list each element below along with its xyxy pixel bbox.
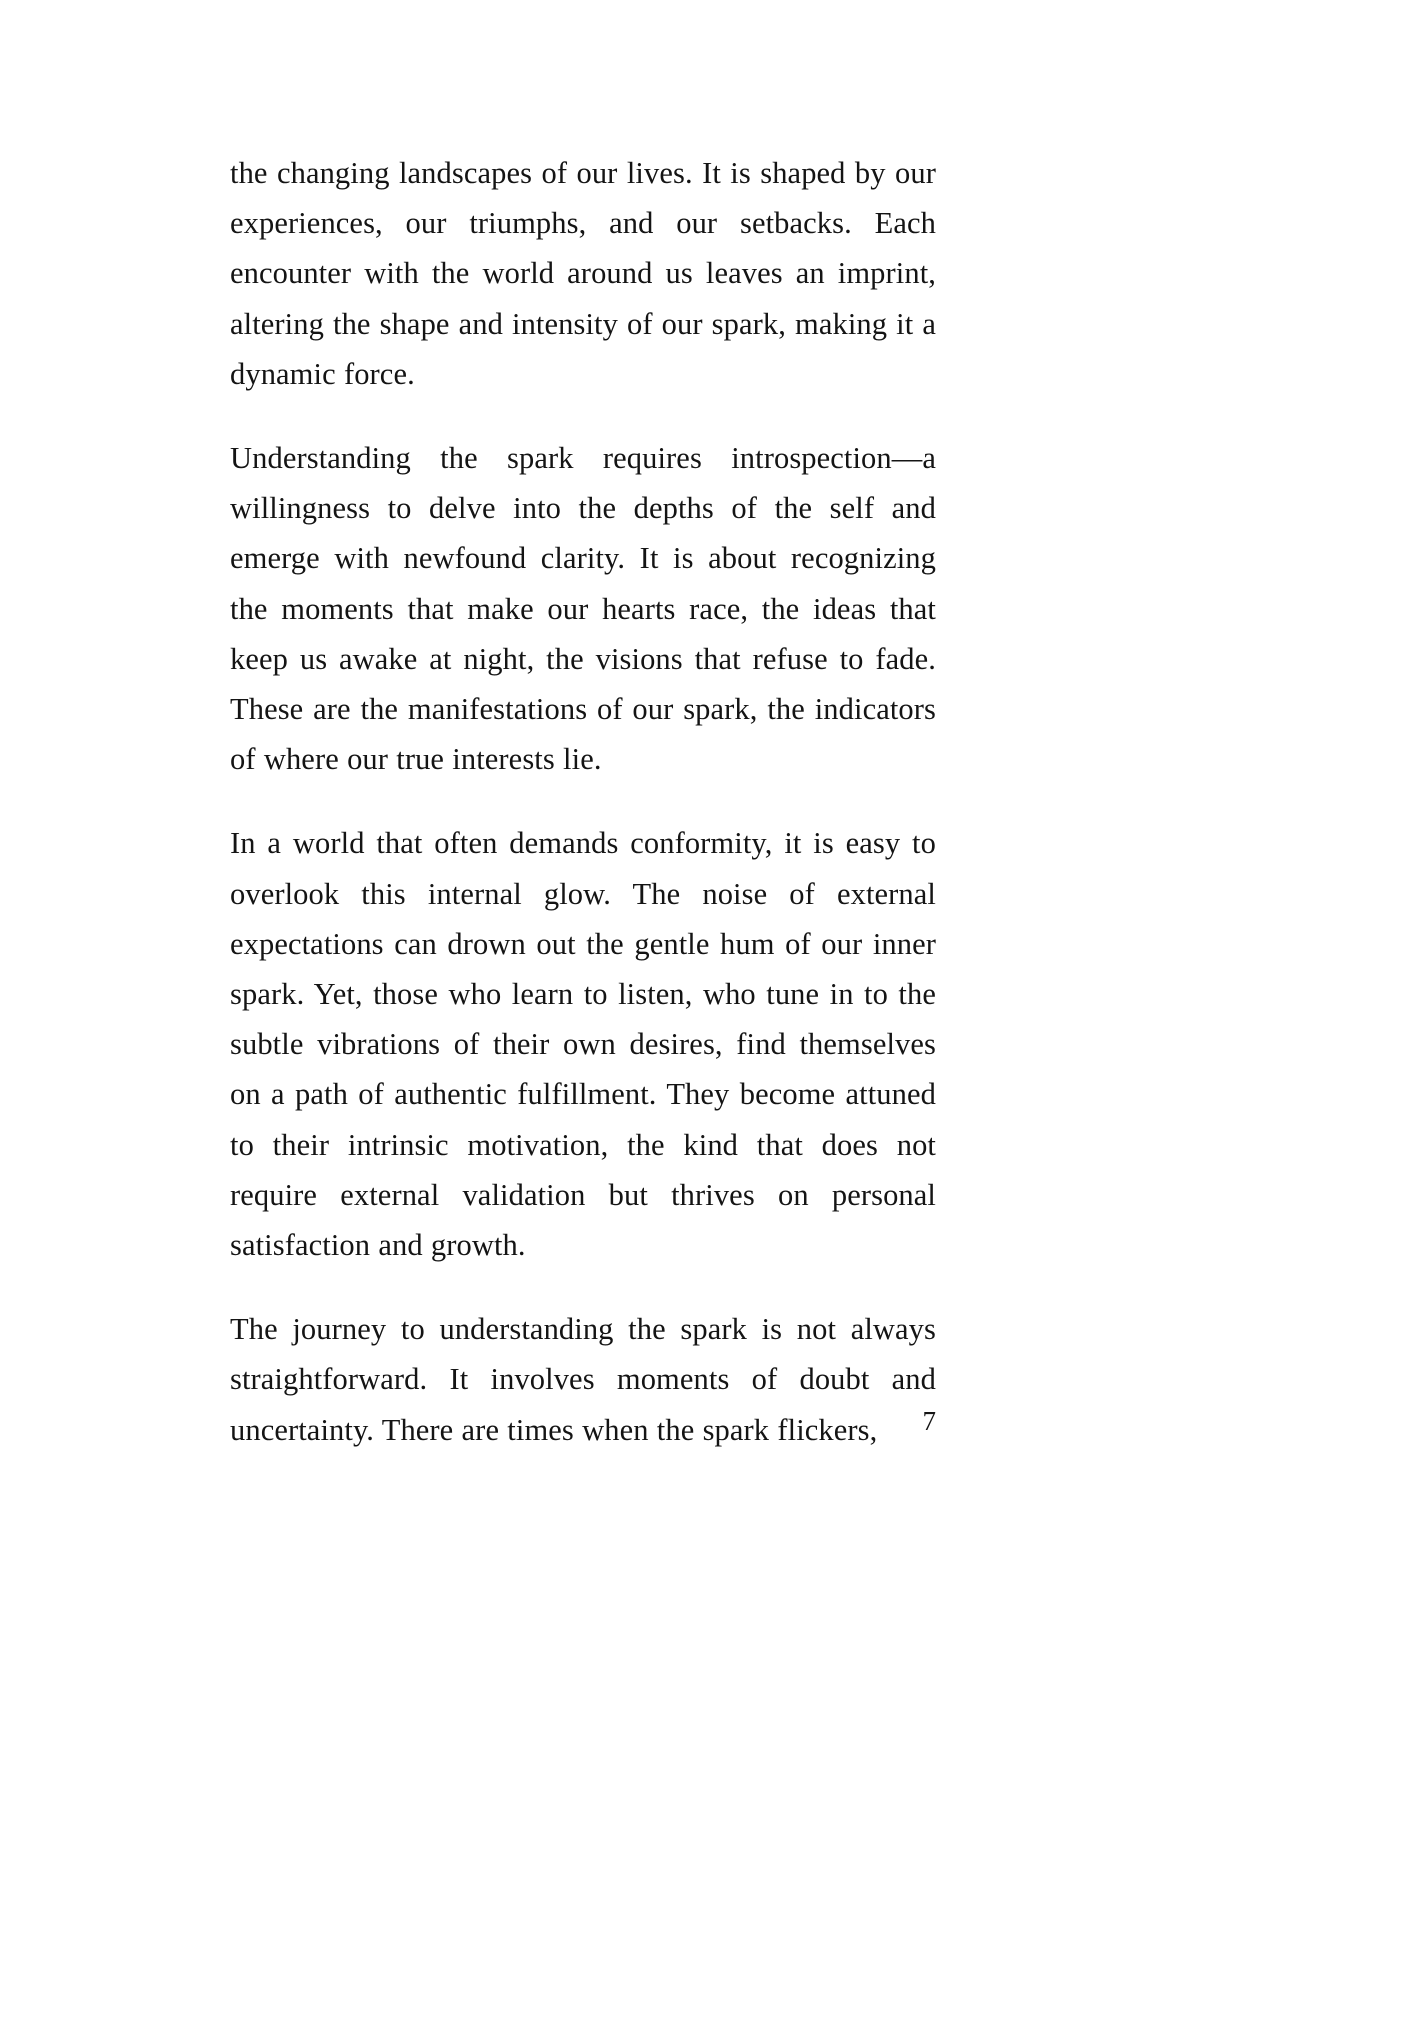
body-paragraph-4: The journey to understanding the spark is not always straightforward. It involves moments of doubt and uncertainty. There are times when the spark flickers, [230,1312,936,1447]
page-number: 7 [922,1406,936,1436]
body-paragraph-1: the changing landscapes of our lives. It is shaped by our experiences, our triumphs, and our setbacks. Each encounter with the world around us leaves an imprint, altering the shape and intensity of our spark, making it a dynamic force. [230,156,936,391]
page-text-column [230,148,936,1455]
body-paragraph-3: In a world that often demands conformity, it is easy to overlook this internal glow. The noise of external expectations can drown out the gentle hum of our inner spark. Yet, those who learn to listen, who tune in to the subtle vibrations of their own desires, find themselves on a path of authentic fulfillment. They become attuned to their intrinsic motivation, the kind that does not require external validation but thrives on personal satisfaction and growth. [230,826,936,1263]
body-paragraph-2: Understanding the spark requires introspection—a willingness to delve into the depths of the self and emerge with newfound clarity. It is about recognizing the moments that make our hearts race, the ideas that keep us awake at night, the visions that refuse to fade. These are the manifestations of our spark, the indicators of where our true interests lie. [230,441,936,777]
